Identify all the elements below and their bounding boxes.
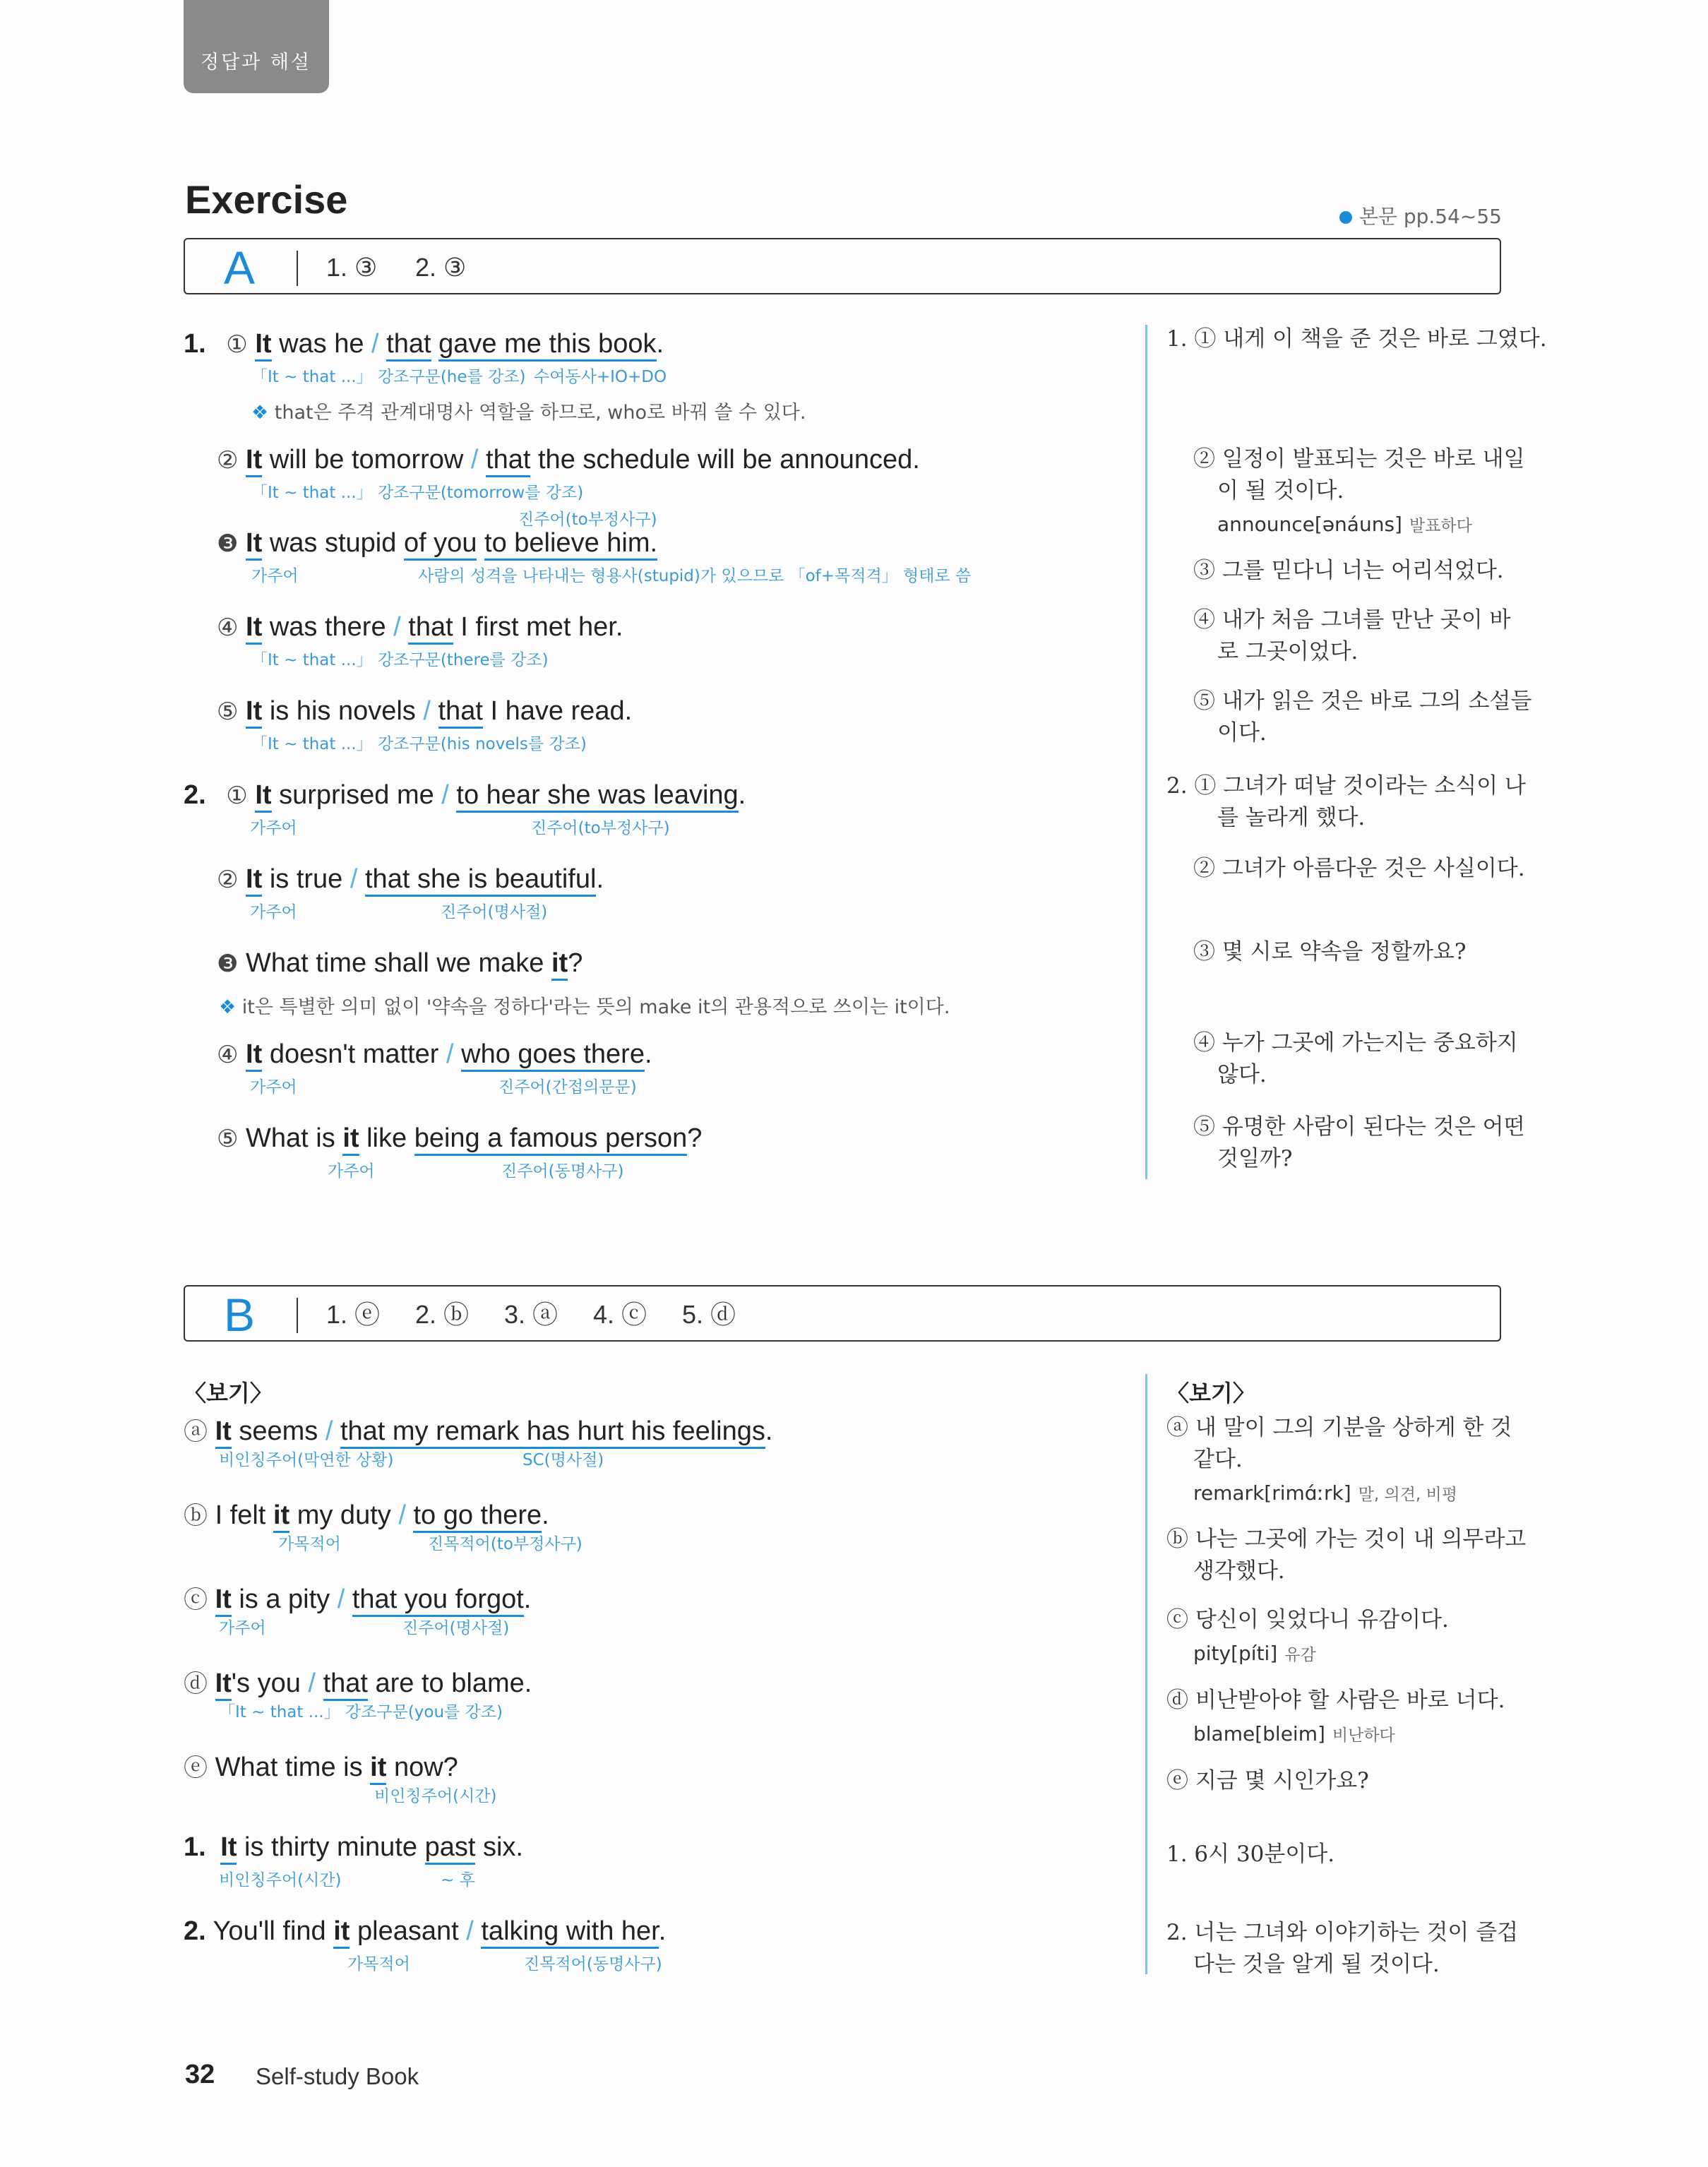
grammar-note: 비인칭주어(막연한 상황): [219, 1451, 394, 1469]
sentence-part: to go there: [413, 1500, 542, 1533]
sentence-part: that: [486, 445, 530, 477]
question-1: 1. ① It was he / that gave me this book.: [184, 329, 664, 359]
sentence-part: I have read.: [490, 696, 633, 726]
translation: 이 될 것이다.: [1217, 478, 1344, 503]
answer-a-2: 2. ③: [415, 253, 467, 282]
punctuation: ?: [687, 1123, 703, 1153]
item-mark: ④: [217, 1041, 239, 1069]
keyword-it: It: [215, 1416, 232, 1449]
keyword-it: It: [246, 528, 262, 561]
sentence-part: talking with her: [481, 1916, 658, 1949]
grammar-note: 진목적어(동명사구): [524, 1955, 662, 1974]
question-1-2: ② It will be tomorrow / that the schedule will be announced.: [217, 445, 920, 475]
vocabulary: [1193, 1642, 1316, 1665]
grammar-note: 진주어(to부정사구): [518, 511, 657, 529]
translation: ⓒ 당신이 잊었다니 유감이다.: [1166, 1607, 1449, 1632]
example-a: ⓐ It seems / that my remark has hurt his feelings.: [184, 1412, 772, 1447]
sentence-part: 's you: [231, 1668, 301, 1698]
answer-box-a: [184, 238, 1501, 294]
keyword-it: It: [246, 445, 262, 477]
grammar-note: 진주어(간접의문문): [498, 1078, 637, 1097]
punctuation: ?: [568, 948, 583, 978]
vocabulary: [1217, 513, 1472, 536]
item-mark: ④: [217, 614, 239, 642]
translation: ⑤ 내가 읽은 것은 바로 그의 소설들: [1193, 688, 1532, 714]
grammar-note: 비인칭주어(시간): [374, 1787, 497, 1805]
grammar-note: 「It ~ that ...」 강조구문(you를 강조): [219, 1703, 503, 1721]
example-b: ⓑ I felt it my duty / to go there.: [184, 1496, 549, 1531]
question-2-5: [217, 1123, 702, 1154]
translation: ④ 내가 처음 그녀를 만난 곳이 바: [1193, 607, 1511, 633]
answer-b-3: 3. ⓐ: [504, 1300, 559, 1329]
bullet-dot-icon: [1339, 211, 1352, 224]
item-mark: ⓒ: [184, 1586, 208, 1614]
sentence-part: is a pity: [239, 1584, 330, 1614]
tip-note: ❖ that은 주격 관계대명사 역할을 하므로, who로 바꿔 쓸 수 있다.: [251, 402, 806, 424]
translation: ③ 그를 믿다니 너는 어리석었다.: [1193, 558, 1504, 583]
keyword-it: It: [255, 780, 271, 813]
punctuation: .: [542, 1500, 549, 1530]
question-2: 2. ① It surprised me / to hear she was leaving.: [184, 780, 746, 811]
grammar-note: 가목적어: [278, 1535, 341, 1553]
translation: 다는 것을 알게 될 것이다.: [1193, 1952, 1440, 1977]
grammar-note: 비인칭주어(시간): [219, 1871, 342, 1890]
grammar-note: 「It ~ that ...」 강조구문(tomorrow를 강조): [251, 484, 584, 502]
sentence-part: the schedule will be announced.: [538, 445, 920, 474]
translation: 생각했다.: [1193, 1558, 1285, 1584]
sentence-part: of you: [404, 528, 477, 561]
page-reference: [1339, 201, 1502, 229]
vocab-word: announce[ənáuns]: [1217, 513, 1402, 536]
item-mark: ⓔ: [184, 1754, 208, 1782]
sentence-part: six.: [482, 1832, 523, 1862]
vocab-meaning: 발표하다: [1409, 517, 1472, 535]
sentence-part: that you forgot: [352, 1584, 524, 1617]
example-header: 〈보기〉: [184, 1380, 273, 1407]
question-number: 1.: [184, 1832, 206, 1862]
keyword-it: It: [255, 329, 271, 362]
sentence-part: pleasant: [357, 1916, 459, 1946]
punctuation: .: [765, 1416, 773, 1446]
translation: 것일까?: [1217, 1146, 1293, 1171]
tip-note: ❖ it은 특별한 의미 없이 '약속을 정하다'라는 뜻의 make it의 관용적으로 쓰이는 it이다.: [219, 996, 950, 1018]
sentence-part: I first met her.: [460, 612, 623, 642]
punctuation: .: [523, 1584, 532, 1614]
keyword-it: it: [370, 1753, 386, 1785]
grammar-note: SC(명사절): [522, 1451, 604, 1469]
item-mark: ⑤: [217, 698, 239, 726]
column-divider-b: [1145, 1374, 1147, 1974]
sentence-part: that: [438, 696, 483, 729]
vocabulary: [1193, 1722, 1395, 1745]
grammar-note: 진주어(명사절): [441, 903, 548, 921]
keyword-it: It: [215, 1584, 232, 1617]
grammar-note: 가목적어: [347, 1955, 410, 1974]
example-c: ⓒ It is a pity / that you forgot.: [184, 1580, 531, 1615]
keyword-it: it: [342, 1123, 359, 1156]
question-b-2: 2. You'll find it pleasant / talking with her.: [184, 1916, 666, 1947]
translation: 않다.: [1217, 1062, 1267, 1087]
sentence-part: that my remark has hurt his feelings: [340, 1416, 765, 1449]
answer-b-5: 5. ⓓ: [682, 1300, 736, 1329]
keyword-it: it: [551, 948, 568, 981]
page-title: Exercise: [185, 177, 348, 222]
translation: 로 그곳이었다.: [1217, 639, 1358, 664]
grammar-note: 진목적어(to부정사구): [428, 1535, 583, 1553]
divider: [297, 251, 298, 286]
punctuation: .: [644, 1039, 652, 1069]
translation: ② 그녀가 아름다운 것은 사실이다.: [1193, 856, 1525, 881]
item-mark: ❸: [217, 950, 239, 978]
item-mark: ②: [217, 866, 239, 894]
sentence-part: I felt: [215, 1500, 266, 1530]
sentence-part: past: [425, 1832, 476, 1865]
sentence-part: was he: [279, 329, 364, 359]
sentence-part: What time shall we make: [246, 948, 544, 978]
vocab-word: blame[bleim]: [1193, 1722, 1325, 1745]
translation: 1. 6시 30분이다.: [1166, 1841, 1335, 1867]
answer-b-1: 1. ⓔ: [326, 1300, 381, 1329]
book-title: Self-study Book: [256, 2063, 419, 2089]
grammar-note: 진주어(동명사구): [501, 1162, 624, 1181]
vocab-meaning: 비난하다: [1332, 1726, 1395, 1745]
sentence-part: doesn't matter: [269, 1039, 439, 1069]
translation: 2. 너는 그녀와 이야기하는 것이 즐겁: [1166, 1920, 1519, 1945]
sentence-part: is true: [269, 864, 343, 894]
sentence-part: my duty: [297, 1500, 391, 1530]
item-mark: ①: [226, 782, 248, 810]
grammar-note: 가주어: [328, 1162, 375, 1181]
item-mark: ⓓ: [184, 1670, 208, 1698]
grammar-note: ~ 후: [441, 1871, 475, 1890]
question-1-3: [217, 528, 657, 559]
keyword-it: it: [273, 1500, 289, 1533]
answer-b-2: 2. ⓑ: [415, 1300, 470, 1329]
item-mark: ⑤: [217, 1125, 239, 1153]
answer-b-4: 4. ⓒ: [593, 1300, 647, 1329]
sentence-part: that: [386, 329, 431, 362]
question-number: 1.: [184, 329, 206, 359]
sentence-part: that she is beautiful: [365, 864, 596, 897]
punctuation: .: [738, 780, 746, 810]
vocab-word: remark[rimɑ́ːrk]: [1193, 1481, 1351, 1505]
translation: ⓑ 나는 그곳에 가는 것이 내 의무라고: [1166, 1527, 1527, 1552]
sentence-part: What is: [246, 1123, 335, 1153]
divider: [297, 1298, 298, 1333]
vocab-meaning: 말, 의견, 비평: [1358, 1486, 1457, 1504]
vocab-meaning: 유감: [1284, 1646, 1316, 1664]
translation: 를 놀라게 했다.: [1217, 805, 1366, 830]
grammar-note: 가주어: [250, 903, 297, 921]
sentence-part: are to blame.: [375, 1668, 532, 1698]
sentence-part: that: [408, 612, 453, 645]
question-1-4: ④ It was there / that I first met her.: [217, 612, 623, 643]
sentence-part: to believe him.: [484, 528, 657, 561]
example-header: 〈보기〉: [1166, 1380, 1255, 1407]
tab-label: 정답과 해설: [201, 52, 311, 73]
tip-text: it은 특별한 의미 없이 '약속을 정하다'라는 뜻의 make it의 관용적으로 쓰이는 it이다.: [241, 996, 950, 1018]
item-mark: ❸: [217, 530, 239, 558]
keyword-it: It: [246, 864, 262, 897]
grammar-note: 가주어: [251, 567, 299, 585]
vocabulary: [1193, 1481, 1457, 1505]
grammar-note: 진주어(명사절): [402, 1619, 510, 1637]
sentence-part: will be tomorrow: [269, 445, 464, 474]
page-number: 32: [185, 2060, 215, 2089]
keyword-it: It: [246, 1039, 262, 1072]
sentence-part: seems: [239, 1416, 318, 1446]
translation: ② 일정이 발표되는 것은 바로 내일: [1193, 446, 1525, 472]
punctuation: .: [658, 1916, 667, 1946]
question-number: 2.: [184, 1916, 206, 1946]
translation: ⓓ 비난받아야 할 사람은 바로 너다.: [1166, 1688, 1505, 1713]
translation: ④ 누가 그곳에 가는지는 중요하지: [1193, 1030, 1518, 1056]
punctuation: .: [656, 329, 664, 359]
punctuation: .: [596, 864, 604, 894]
translation: 2. ① 그녀가 떠날 것이라는 소식이 나: [1166, 773, 1526, 799]
grammar-note: 사람의 성격을 나타내는 형용사(stupid)가 있으므로 「of+목적격」 형태로 씀: [418, 567, 972, 585]
sentence-part: now?: [393, 1753, 458, 1782]
sentence-part: is thirty minute: [244, 1832, 418, 1862]
example-d: ⓓ It's you / that are to blame.: [184, 1664, 532, 1699]
answer-box-b: [184, 1285, 1501, 1342]
sentence-part: What time is: [215, 1753, 363, 1782]
section-tab: [184, 0, 329, 93]
sentence-part: was stupid: [269, 528, 397, 558]
item-mark: ①: [226, 330, 248, 359]
sentence-part: to hear she was leaving: [456, 780, 738, 813]
sentence-part: like: [366, 1123, 407, 1153]
grammar-note: 수여동사+IO+DO: [534, 368, 667, 386]
keyword-it: It: [220, 1832, 237, 1865]
translation: ⓔ 지금 몇 시인가요?: [1166, 1768, 1369, 1793]
grammar-note: 진주어(to부정사구): [531, 819, 670, 837]
translation: ⑤ 유명한 사람이 된다는 것은 어떤: [1193, 1114, 1525, 1140]
grammar-note: 가주어: [219, 1619, 266, 1637]
translation: 같다.: [1193, 1447, 1243, 1472]
sentence-part: who goes there: [461, 1039, 645, 1072]
vocab-word: pity[píti]: [1193, 1642, 1278, 1665]
grammar-note: 「It ~ that ...」 강조구문(his novels를 강조): [251, 735, 587, 753]
grammar-note: 가주어: [250, 1078, 297, 1097]
tip-text: that은 주격 관계대명사 역할을 하므로, who로 바꿔 쓸 수 있다.: [274, 402, 806, 424]
translation: 이다.: [1217, 720, 1267, 746]
question-1-5: ⑤ It is his novels / that I have read.: [217, 696, 632, 727]
translation: ③ 몇 시로 약속을 정할까요?: [1193, 939, 1467, 965]
item-mark: ②: [217, 446, 239, 474]
sentence-part: gave me this book: [438, 329, 656, 362]
item-mark: ⓑ: [184, 1502, 208, 1530]
sentence-part: You'll find: [213, 1916, 326, 1946]
translation: ⓐ 내 말이 그의 기분을 상하게 한 것: [1166, 1415, 1512, 1440]
translation: 1. ① 내게 이 책을 준 것은 바로 그였다.: [1166, 326, 1547, 352]
keyword-it: It: [215, 1668, 232, 1701]
item-mark: ⓐ: [184, 1418, 208, 1446]
sentence-part: being a famous person: [414, 1123, 688, 1156]
grammar-note: 「It ~ that ...」 강조구문(he를 강조): [251, 368, 526, 386]
sentence-part: surprised me: [279, 780, 434, 810]
example-e: [184, 1748, 458, 1783]
sentence-part: is his novels: [269, 696, 416, 726]
question-2-4: ④ It doesn't matter / who goes there.: [217, 1039, 652, 1070]
sentence-part: was there: [269, 612, 386, 642]
answer-a-1: 1. ③: [326, 253, 378, 282]
grammar-note: 「It ~ that ...」 강조구문(there를 강조): [251, 651, 549, 669]
keyword-it: it: [333, 1916, 350, 1949]
section-letter-a: A: [224, 241, 256, 294]
sentence-part: that: [323, 1668, 368, 1701]
reference-text: 본문 pp.54~55: [1358, 205, 1502, 228]
question-b-1: [184, 1832, 523, 1863]
grammar-note: 가주어: [250, 819, 297, 837]
section-letter-b: B: [224, 1289, 256, 1341]
keyword-it: It: [246, 612, 262, 645]
question-2-2: ② It is true / that she is beautiful.: [217, 864, 604, 895]
keyword-it: It: [246, 696, 262, 729]
question-2-3: [217, 948, 583, 979]
column-divider-a: [1145, 325, 1147, 1179]
question-number: 2.: [184, 780, 206, 810]
